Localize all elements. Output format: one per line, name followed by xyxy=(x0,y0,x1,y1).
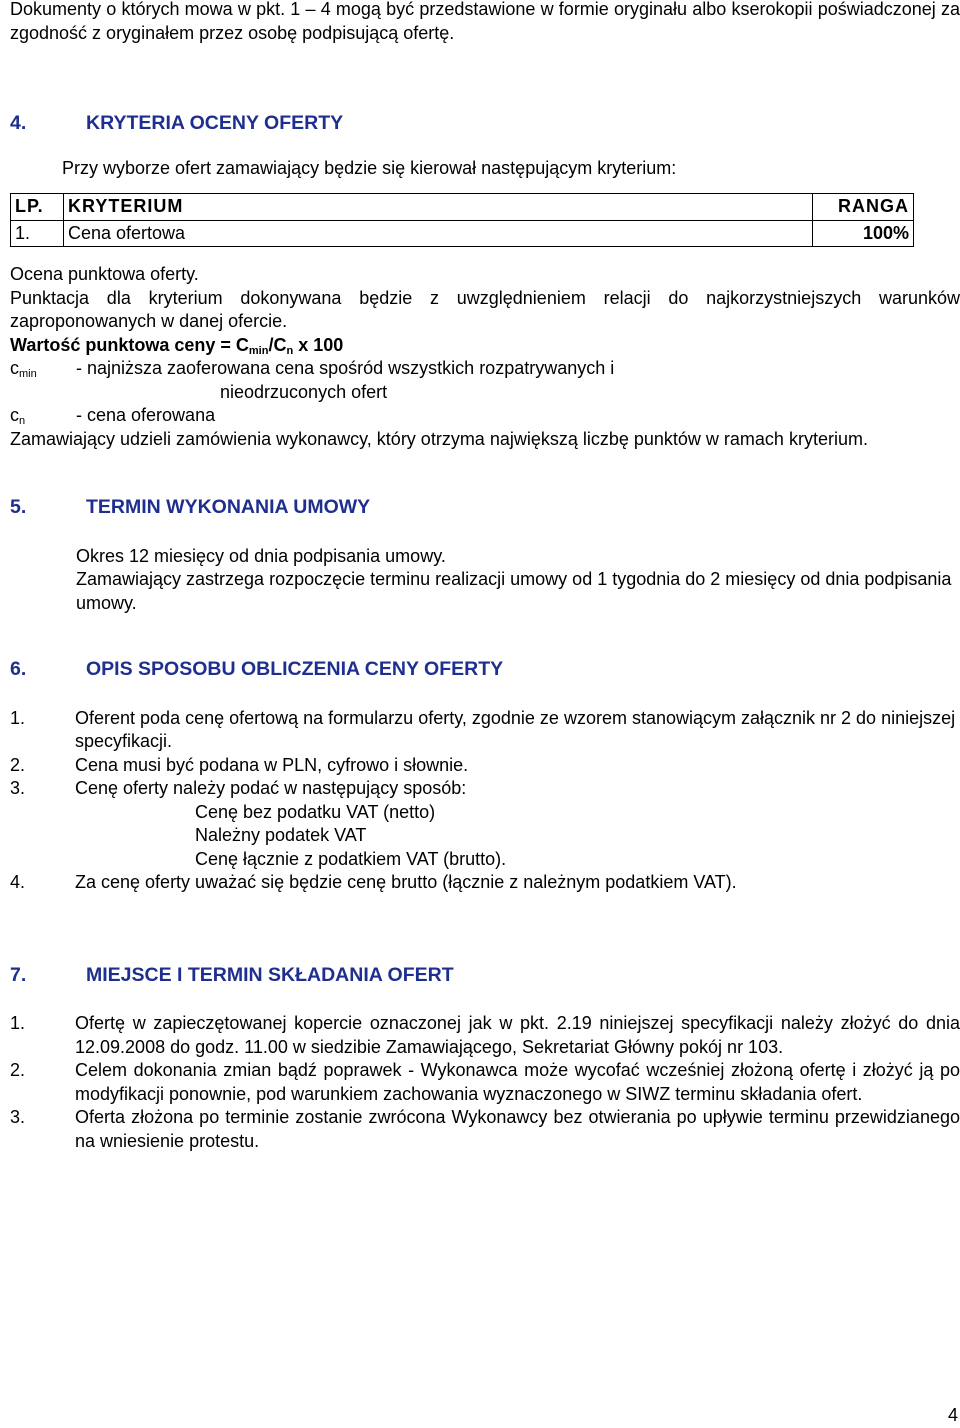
list-item: 3. Cenę oferty należy podać w następujący sposób: xyxy=(10,778,467,798)
criteria-table-header xyxy=(11,194,914,221)
cell-kryterium: Cena ofertowa xyxy=(64,220,813,247)
list-item: 4. Za cenę oferty uważać się będzie cenę brutto (łącznie z należnym podatkiem VAT). xyxy=(10,872,737,892)
header-lp: LP. xyxy=(11,194,64,221)
section-7-heading xyxy=(10,964,960,988)
section-7-title: MIEJSCE I TERMIN SKŁADANIA OFERT xyxy=(86,963,454,986)
s4-punktacja: Punktacja dla kryterium dokonywana będzie z uwzględnieniem relacji do najkorzystniejszych warunków zaproponowanych w danej ofercie. xyxy=(10,287,960,331)
s6-price-breakdown xyxy=(195,801,960,872)
section-7-number: 7. xyxy=(10,963,27,986)
list-item: 2. Cena musi być podana w PLN, cyfrowo i słownie. xyxy=(10,754,469,775)
section-5-number: 5. xyxy=(10,496,27,518)
list-item: 1. Ofertę w zapieczętowanej kopercie oznaczonej jak w pkt. 2.19 niniejszej specyfikacji należy złożyć do dnia 12.09.2008 do godz. 11.00 w siedzibie Zamawiającego, Sekretariat Główny pokój nr 103. xyxy=(10,1013,960,1057)
s6-list xyxy=(10,707,960,801)
cell-ranga: 100% xyxy=(813,220,914,247)
section-4-number: 4. xyxy=(10,112,27,134)
s5-okres: Okres 12 miesięcy od dnia podpisania umowy. xyxy=(76,545,446,566)
list-item: 2. Celem dokonania zmian bądź poprawek - Wykonawca może wycofać wcześniej złożoną ofertę i złożyć ją po modyfikacji ponownie, pod warunkiem zachowania wyznaczonego w SIWZ terminu składania ofert. xyxy=(10,1060,960,1104)
list-item: 1. Oferent poda cenę ofertową na formularzu oferty, zgodnie ze wzorem stanowiącym załącznik nr 2 do niniejszej specyfikacji. xyxy=(10,707,956,751)
s4-ocena: Ocena punktowa oferty. xyxy=(10,264,199,284)
intro-paragraph: Dokumenty o których mowa w pkt. 1 – 4 mogą być przedstawione w formie oryginału albo kserokopii poświadczonej za zgodność z oryginałem przez osobę podpisującą ofertę. xyxy=(10,0,960,43)
section-5-heading xyxy=(10,496,960,520)
document-page xyxy=(10,0,960,1153)
section-6-number: 6. xyxy=(10,658,27,680)
s5-zastrzega: Zamawiający zastrzega rozpoczęcie terminu realizacji umowy od 1 tygodnia do 2 miesięcy od dnia podpisania umowy. xyxy=(76,569,952,613)
section-6-title: OPIS SPOSOBU OBLICZENIA CENY OFERTY xyxy=(86,658,504,680)
criteria-table xyxy=(10,193,914,247)
section-4-lead: Przy wyborze ofert zamawiający będzie się kierował następującym kryterium: xyxy=(62,157,677,178)
s4-zamawiajacy: Zamawiający udzieli zamówienia wykonawcy, który otrzyma największą liczbę punktów w ramach kryterium. xyxy=(10,428,868,449)
list-item: 3. Oferta złożona po terminie zostanie zwrócona Wykonawcy bez otwierania po upływie terminu przewidzianego na wniesienie protestu. xyxy=(10,1107,960,1151)
s4-formula: Wartość punktowa ceny = $C_{min}/C_n$ x 100 xyxy=(10,334,344,357)
list-item: Cenę bez podatku VAT (netto) xyxy=(195,801,436,822)
page-number: 4 xyxy=(947,1405,958,1425)
cell-lp: 1. xyxy=(11,220,64,247)
section-4-heading xyxy=(10,112,960,136)
section-4-title: KRYTERIA OCENY OFERTY xyxy=(86,112,344,134)
s7-list xyxy=(10,1012,960,1153)
header-ranga: RANGA xyxy=(813,194,914,221)
list-item: Należny podatek VAT xyxy=(195,825,367,845)
section-5-title: TERMIN WYKONANIA UMOWY xyxy=(86,496,371,518)
cmin-definition: $c_{min}$ - najniższa zaoferowana cena spośród wszystkich rozpatrywanych i xyxy=(10,358,615,380)
header-kryterium: KRYTERIUM xyxy=(64,194,813,221)
cmin-definition-cont: nieodrzuconych ofert xyxy=(220,381,388,402)
cn-definition: $c_n$ - cena oferowana xyxy=(10,405,216,427)
s6-list-cont xyxy=(10,871,960,895)
table-row xyxy=(11,220,914,247)
list-item: Cenę łącznie z podatkiem VAT (brutto). xyxy=(195,848,507,869)
section-6-heading xyxy=(10,658,960,682)
